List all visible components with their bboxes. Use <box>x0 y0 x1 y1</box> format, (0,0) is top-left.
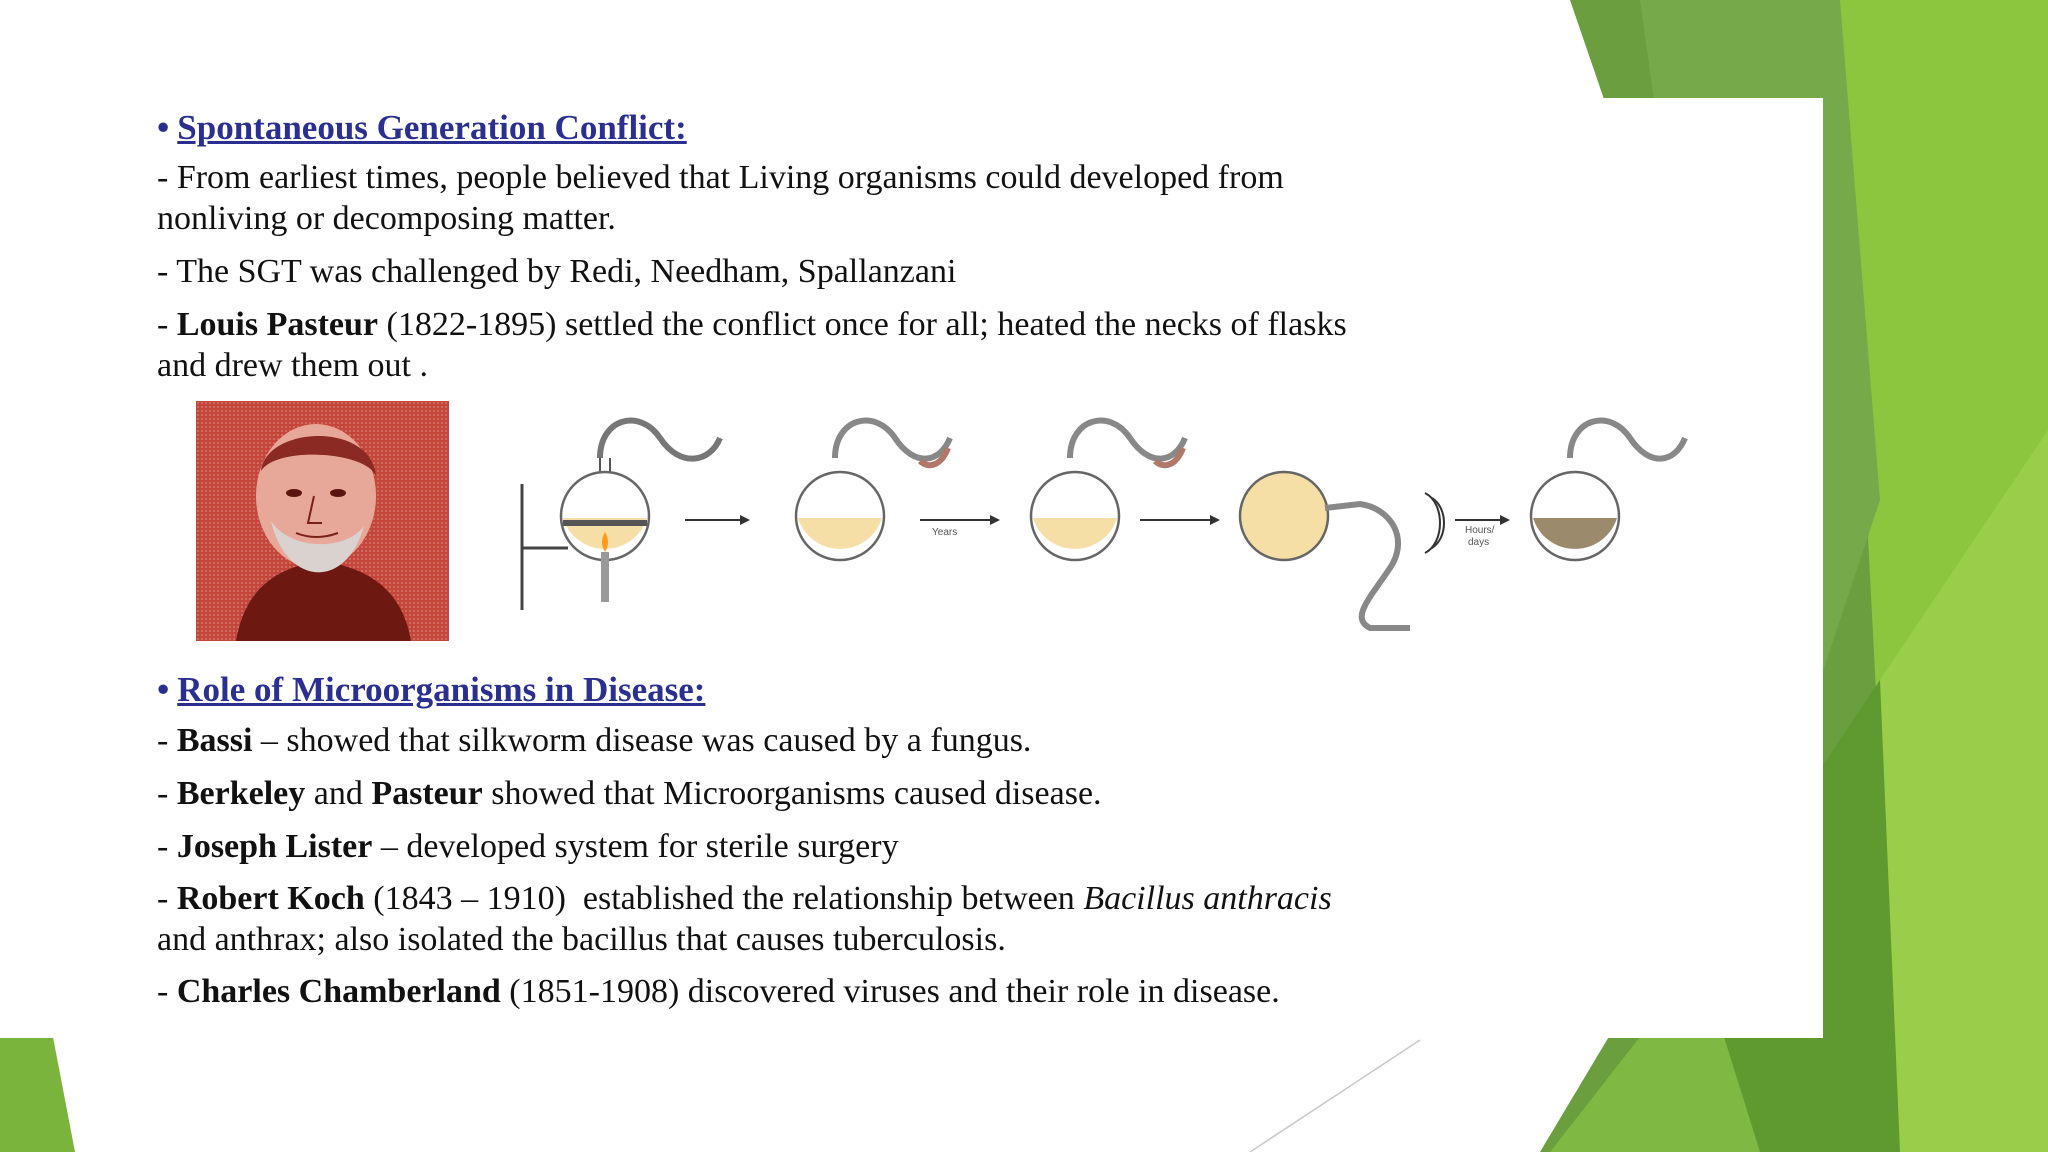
section-heading-role-of-microorganisms: • Role of Microorganisms in Disease: <box>157 670 706 709</box>
flask-1 <box>561 421 720 602</box>
bullet-icon: • <box>157 670 170 709</box>
flask-2 <box>796 421 950 560</box>
svg-text:Hours/: Hours/ <box>1465 525 1495 536</box>
flask-5-contaminated <box>1531 421 1685 560</box>
text-line: - Charles Chamberland (1851-1908) discovered viruses and their role in disease. <box>157 973 1280 1010</box>
text-line: - The SGT was challenged by Redi, Needham, Spallanzani <box>157 253 957 290</box>
section-heading-spontaneous-generation: • Spontaneous Generation Conflict: <box>157 108 687 147</box>
svg-text:days: days <box>1468 537 1490 548</box>
text-line: and anthrax; also isolated the bacillus that causes tuberculosis. <box>157 921 1006 958</box>
text-line: - Bassi – showed that silkworm disease was caused by a fungus. <box>157 722 1032 759</box>
flask-3 <box>1031 421 1185 560</box>
pasteur-portrait <box>196 401 449 641</box>
swan-neck-flask-diagram <box>510 398 1770 638</box>
text-line: - Louis Pasteur (1822-1895) settled the conflict once for all; heated the necks of flasks <box>157 306 1347 343</box>
text-line: - Robert Koch (1843 – 1910) established the relationship between Bacillus anthracis <box>157 880 1332 917</box>
bullet-icon: • <box>157 108 170 147</box>
text-line: - Berkeley and Pasteur showed that Microorganisms caused disease. <box>157 775 1102 812</box>
flask-4-broken-neck <box>1240 472 1444 628</box>
slide-image <box>0 98 1823 1038</box>
text-line: and drew them out . <box>157 347 428 384</box>
text-line: - Joseph Lister – developed system for sterile surgery <box>157 828 899 865</box>
svg-text:Years: Years <box>932 527 958 538</box>
text-line: - From earliest times, people believed that Living organisms could developed from <box>157 159 1284 196</box>
text-line: nonliving or decomposing matter. <box>157 200 616 237</box>
